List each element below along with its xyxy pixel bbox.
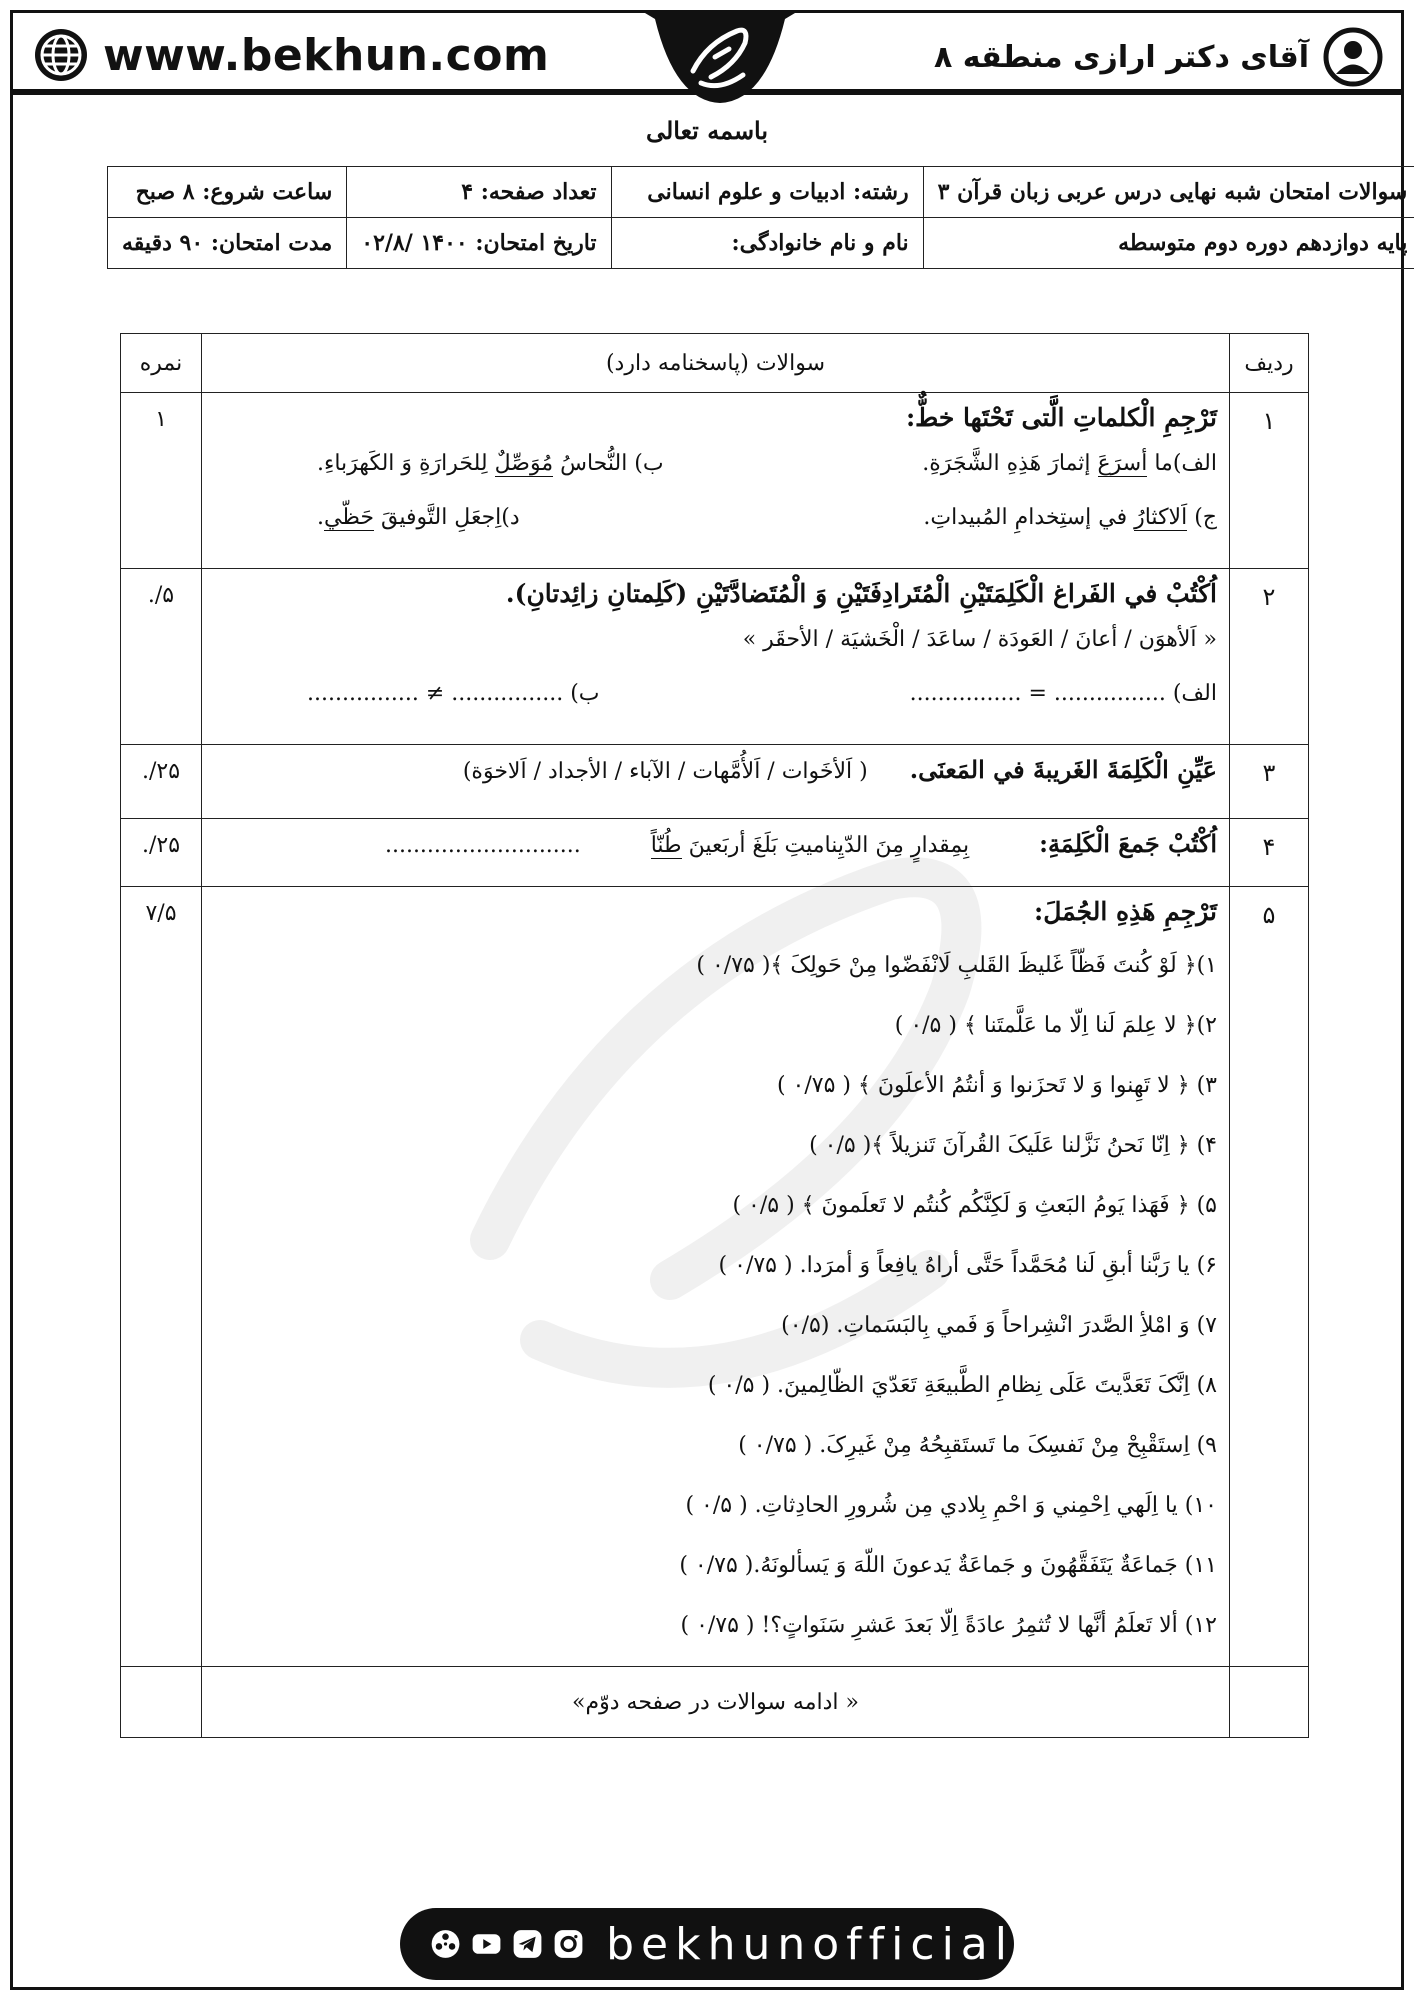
word-list: « اَلأهوَن / أعانَ / العَودَة / ساعَدَ / الْخَشیَة / الأحقَر » <box>742 627 1217 652</box>
question-score: ./۵ <box>121 569 202 745</box>
list-item: ۳) ﴿ لا تَهِنوا وَ لا تَحزَنوا وَ أنتُمُ الأعلَونَ ﴾ ( ۰/۷۵ ) <box>776 1073 1217 1098</box>
list-item: ۱۰) یا اِلَهي اِحْمِني وَ احْمِ بِلادي مِن شُرورِ الحادِثاتِ. ( ۰/۵ ) <box>685 1493 1217 1518</box>
option-a: الف)ما أسرَعَ إثمارَ هَذِهِ الشَّجَرَةِ. <box>922 451 1217 476</box>
exam-info-table <box>107 166 1414 269</box>
question-number: ۲ <box>1230 569 1309 745</box>
question-score: ./۲۵ <box>121 745 202 819</box>
option-c: ج) اَلاکثارُ في إستِخدامِ المُبیداتِ. <box>923 505 1217 530</box>
list-item: ۹) اِستَقْبِحْ مِنْ نَفسِکَ ما تَستَقبِحُهُ مِنْ غَیرِکَ. ( ۰/۷۵ ) <box>738 1433 1217 1458</box>
teacher-name: آقای دکتر ارازی منطقه ۸ <box>934 39 1309 75</box>
site-url[interactable]: www.bekhun.com <box>103 29 550 81</box>
question-title: اُکْتُبْ جَمعَ الْکَلِمَةِ: <box>1039 829 1217 858</box>
list-item: ۷) وَ امْلأِ الصَّدرَ انْشِراحاً وَ فَمي بِالبَسَماتِ. (۰/۵) <box>781 1313 1217 1338</box>
student-name-field[interactable]: نام و نام خانوادگی: <box>611 218 923 269</box>
question-score: ./۲۵ <box>121 819 202 887</box>
question-3 <box>202 745 1230 819</box>
question-row <box>121 393 1309 569</box>
exam-field: رشته: ادبیات و علوم انسانی <box>611 167 923 218</box>
sentence-list <box>214 936 1217 1656</box>
option-d: د)اِجعَلِ التَّوفیقَ حَظّي. <box>317 505 520 530</box>
question-row <box>121 887 1309 1667</box>
exam-start-time: ساعت شروع: ۸ صبح <box>108 167 347 218</box>
list-item: ۵) ﴿ فَهَذا یَومُ البَعثِ وَ لَکِنَّکُم کُنتُم لا تَعلَمونَ ﴾ ( ۰/۵ ) <box>732 1193 1217 1218</box>
question-line <box>317 500 1217 536</box>
list-item: ۱۲) ألا تَعلَمُ أنَّها لا تُثمِرُ عادَةً اِلّا بَعدَ عَشرِ سَنَواتٍ؟! ( ۰/۷۵ ) <box>680 1613 1217 1638</box>
question-number: ۵ <box>1230 887 1309 1667</box>
instagram-icon[interactable] <box>553 1925 584 1963</box>
question-number: ۳ <box>1230 745 1309 819</box>
user-icon <box>1323 27 1383 87</box>
question-number: ۱ <box>1230 393 1309 569</box>
header-bar <box>13 13 1401 95</box>
continue-note: « ادامه سوالات در صفحه دوّم» <box>202 1667 1230 1738</box>
exam-title: سوالات امتحان شبه نهایی درس عربی زبان قرآن ۳ <box>923 167 1414 218</box>
telegram-icon[interactable] <box>512 1925 543 1963</box>
exam-grade: پایه دوازدهم دوره دوم متوسطه <box>923 218 1414 269</box>
question-row <box>121 819 1309 887</box>
globe-icon <box>33 27 89 83</box>
exam-date: تاریخ امتحان: ۱۴۰۰ /۰۲/۸ <box>347 218 611 269</box>
question-2 <box>202 569 1230 745</box>
list-item: ۲)﴿ لا عِلمَ لَنا اِلّا ما عَلَّمتَنا ﴾ ( ۰/۵ ) <box>894 1013 1217 1038</box>
answer-line <box>307 676 1217 712</box>
question-5 <box>202 887 1230 1667</box>
list-item: ۸) اِنَّکَ تَعَدَّیتَ عَلَی نِظامِ الطَّبیعَةِ تَعَدّيَ الظّالِمینَ. ( ۰/۵ ) <box>707 1373 1217 1398</box>
question-options: ( اَلأخَوات / اَلأُمَّهات / الآباء / الأجداد / اَلاخوَة) <box>462 759 868 784</box>
header-questions: سوالات (پاسخنامه دارد) <box>202 334 1230 393</box>
question-title: اُکْتُبْ في الفَراغ الْکَلِمَتَیْنِ الْمُتَرادِفَتَیْنِ وَ الْمُتَضادَّتَیْنِ (کَلِمتانِ زائِدتانِ). <box>505 579 1217 608</box>
question-4 <box>202 819 1230 887</box>
social-bar[interactable] <box>400 1908 1014 1980</box>
questions-table <box>120 333 1309 1738</box>
answer-blank[interactable]: ............................ <box>384 833 581 858</box>
list-item: ۶) یا رَبَّنا أبقِ لَنا مُحَمَّداً حَتَّی أراهُ یافِعاً وَ أمرَدا. ( ۰/۷۵ ) <box>718 1253 1217 1278</box>
question-title: تَرْجِمِ هَذِهِ الجُمَلَ: <box>1034 897 1217 926</box>
social-handle[interactable]: bekhunofficial <box>606 1918 1014 1970</box>
question-number: ۴ <box>1230 819 1309 887</box>
question-score: ۷/۵ <box>121 887 202 1667</box>
answer-a[interactable]: الف) ................ = ................ <box>909 681 1217 706</box>
list-item: ۱)﴿ لَوْ کُنتَ فَظّاً غَلیظَ القَلبِ لَانْفَضّوا مِنْ حَولِکَ ﴾( ۰/۷۵ ) <box>696 953 1217 978</box>
bekhun-logo-icon <box>645 13 795 105</box>
option-b: ب) النُّحاسُ مُوَصِّلٌ لِلحَرارَةِ وَ الکَهرَباءِ. <box>317 451 664 476</box>
exam-duration: مدت امتحان: ۹۰ دقیقه <box>108 218 347 269</box>
answer-b[interactable]: ب) ................ ≠ ................ <box>307 681 600 706</box>
youtube-icon[interactable] <box>471 1925 502 1963</box>
question-score: ۱ <box>121 393 202 569</box>
film-reel-icon[interactable] <box>430 1925 461 1963</box>
footer-row <box>121 1667 1309 1738</box>
page-title: باسمه تعالی <box>645 116 769 145</box>
question-title: تَرْجِمِ الْکلماتِ الَّتی تَحْتَها خطٌّ: <box>905 403 1217 432</box>
exam-pages: تعداد صفحه: ۴ <box>347 167 611 218</box>
question-line <box>317 446 1217 482</box>
list-item: ۱۱) جَماعَةٌ یَتَفَقَّهُونَ و جَماعَةٌ یَدعونَ اللّهَ وَ یَسألونَهُ.( ۰/۷۵ ) <box>679 1553 1217 1578</box>
teacher-label <box>934 29 1383 85</box>
header-row-number: ردیف <box>1230 334 1309 393</box>
question-sentence: بِمِقدارٍ مِنَ الدّیِنامیتِ بَلَغَ أربَعینَ طُنّاً <box>650 833 970 858</box>
question-row <box>121 745 1309 819</box>
question-row <box>121 569 1309 745</box>
question-1 <box>202 393 1230 569</box>
list-item: ۴) ﴿ اِنّا نَحنُ نَزَّلنا عَلَیکَ القُرآنَ تَنزیلاً ﴾( ۰/۵ ) <box>809 1133 1217 1158</box>
site-link[interactable] <box>33 27 549 83</box>
table-header <box>121 334 1309 393</box>
header-score: نمره <box>121 334 202 393</box>
question-title: عَیِّنِ الْکَلِمَةَ الغَریبةَ في المَعنَی. <box>909 755 1217 784</box>
